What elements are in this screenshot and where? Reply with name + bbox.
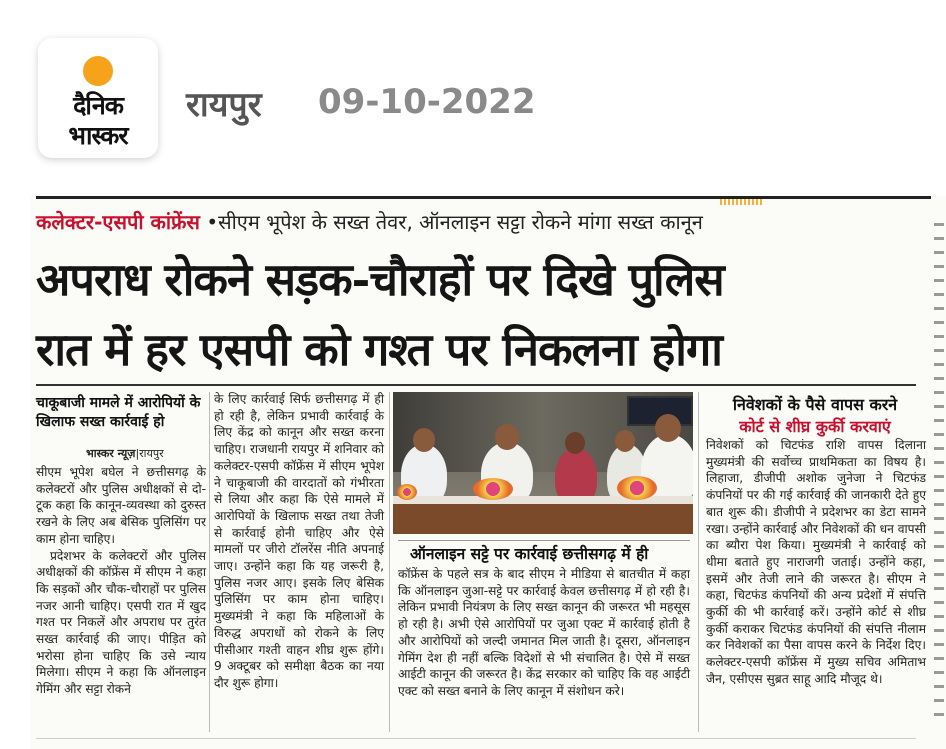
column3-body (398, 566, 690, 700)
headline-line2: रात में हर एसपी को गश्त पर निकलना होगा (36, 323, 722, 376)
headline-rule (36, 384, 916, 386)
column1-paragraph: प्रदेशभर के कलेक्टरों और पुलिस अधीक्षकों की कॉफ्रेंस में सीएम ने कहा कि सड़कों और चौक-चौराहों पर पुलिस नजर आनी चाहिए। एसपी रात में खुद गश्त पर निकलें और अपराध पर तुरंत सख्त कार्रवाई की जाए। पीड़ित को भरोसा होना चाहिए कि उसे न्याय मिलेगा। सीएम ने कहा कि ऑनलाइन गेमिंग और सट्टा रोकने (36, 548, 206, 697)
kicker-text: •सीएम भूपेश के सख्त तेवर, ऑनलाइन सट्टा रोकने मांगा सख्त कानून (206, 210, 703, 234)
photo-person-head (413, 428, 435, 452)
caption-rule (398, 540, 690, 541)
headline-line1: अपराध रोकने सड़क-चौराहों पर दिखे पुलिस (36, 253, 724, 306)
column4-paragraph: निवेशकों को चिटफंड राशि वापस दिलाना मुख्यमंत्री की सर्वोच्च प्राथमिकता का विषय है। लिहाजा, डीजीपी अशोक जुनेजा ने चिटफंड कंपनियों पर की गई कार्रवाई की जानकारी देते हुए बात शुरू की। डीजीपी ने प्रदेशभर का डेटा सामने रखा। उन्होंने कार्रवाई और निवेशकों की धन वापसी का ब्यौरा पेश किया। मुख्यमंत्री ने कार्रवाई को धीमा बताते हुए नाराजगी जताई। उन्होंने कहा, इसमें और तेजी लाने की जरूरत है। सीएम ने कहा, चिटफंड कंपनियों की अन्य प्रदेशों में संपत्ति कुर्की की भी कार्रवाई करें। उन्होंने कोर्ट से शीघ्र कुर्की कराकर चिटफंड कंपनियों की संपत्ति नीलाम कर निवेशकों का पैसा वापस करने के निर्देश दिए। कलेक्टर-एसपी कॉफ्रेंस में मुख्य सचिव अमिताभ जैन, एसीएस सुब्रत साहू आदि मौजूद थे। (706, 438, 926, 686)
edition-date[interactable]: 09-10-2022 (318, 82, 536, 122)
column4-heading-line1: निवेशकों के पैसे वापस करने (732, 395, 898, 414)
column1-body (36, 464, 206, 698)
photo-person-head (615, 430, 635, 452)
column-divider (209, 392, 210, 732)
photo-flowers (397, 484, 417, 500)
photo-flowers (617, 476, 657, 500)
photo-table (393, 504, 693, 534)
photo-person-head (495, 424, 519, 450)
photo-person-head (565, 432, 585, 454)
byline-city: |रायपुर (135, 447, 164, 460)
logo-line1: दैनिक (73, 91, 123, 120)
sun-rays-decoration (720, 199, 762, 205)
photo-flowers (473, 478, 513, 500)
dainik-bhaskar-logo[interactable] (38, 38, 158, 158)
app-header (0, 0, 946, 190)
adjacent-page-edge (932, 212, 946, 732)
column2-body (214, 391, 384, 692)
logo-line2: भास्कर (68, 121, 128, 150)
kicker-tag: कलेक्टर-एसपी कांफ्रेंस (36, 210, 200, 234)
column-divider (389, 392, 390, 732)
byline-source: भास्कर न्यूज़ (86, 447, 136, 460)
column4-body (706, 437, 926, 688)
top-rule (36, 196, 931, 199)
byline (86, 446, 164, 461)
sun-icon (83, 56, 113, 86)
column1-heading: चाकूबाजी मामले में आरोपियों के खिलाफ सख्त कार्रवाई हो (36, 395, 201, 430)
column2-paragraph: के लिए कार्रवाई सिर्फ छत्तीसगढ़ में ही हो रही है, लेकिन प्रभावी कार्रवाई के लिए केंद्र को कानून और सख्त करना चाहिए। राजधानी रायपुर में शनिवार को कलेक्टर-एसपी कॉफ्रेंस में सीएम भूपेश ने चाकूबाजी की वारदातों को गंभीरता से लिया और कहा कि ऐसे मामले में आरोपियों के खिलाफ सख्त तथा तेजी से कार्रवाई होनी चाहिए और ऐसे मामलों पर जीरो टॉलरेंस नीति अपनाई जाए। उन्होंने कहा कि यह जरूरी है, पुलिस नजर आए। इसके लिए बेसिक पुलिसिंग पर काम होना चाहिए। मुख्यमंत्री ने कहा कि महिलाओं के विरुद्ध अपराधों को रोकने के लिए पीसीआर गश्ती वाहन शीघ्र शुरू होंगे। 9 अक्टूबर को समीक्षा बैठक का नया दौर शुरू होगा। (214, 392, 384, 690)
bottom-rule (36, 738, 916, 739)
column4-heading-line2: कोर्ट से शीघ्र कुर्की करवाएं (739, 417, 891, 436)
photo-caption-heading: ऑनलाइन सट्टे पर कार्रवाई छत्तीसगढ़ में ही (410, 545, 649, 563)
photo-person-head (655, 414, 681, 442)
column3-paragraph: कॉफ्रेंस के पहले सत्र के बाद सीएम ने मीडिया से बातचीत में कहा कि ऑनलाइन जुआ-सट्टे पर कार्रवाई केवल छत्तीसगढ़ में हो रही है। लेकिन प्रभावी नियंत्रण के लिए सख्त कानून की जरूरत भी महसूस हो रही है। अभी ऐसे आरोपियों पर जुआ एक्ट में कार्रवाई होती है और आरोपियों को जल्दी जमानत मिल जाती है। दूसरा, ऑनलाइन गेमिंग देश ही नहीं बल्कि विदेशों से भी संचालित है। ऐसे में सख्त आईटी कानून की जरूरत है। केंद्र सरकार को चाहिए कि वह आईटी एक्ट को सख्त बनाने के लिए कानून में संशोधन करे। (398, 567, 690, 698)
column1-paragraph: सीएम भूपेश बघेल ने छत्तीसगढ़ के कलेक्टरों और पुलिस अधीक्षकों से दो-टूक कहा कि कानून-व्यवस्था को दुरुस्त रखने के लिए अब बेसिक पुलिसिंग पर काम होना चाहिए। (36, 465, 206, 546)
edition-city[interactable]: रायपुर (186, 85, 262, 125)
column-divider (698, 392, 699, 732)
kicker-line (36, 208, 703, 235)
conference-photo[interactable] (393, 392, 693, 534)
